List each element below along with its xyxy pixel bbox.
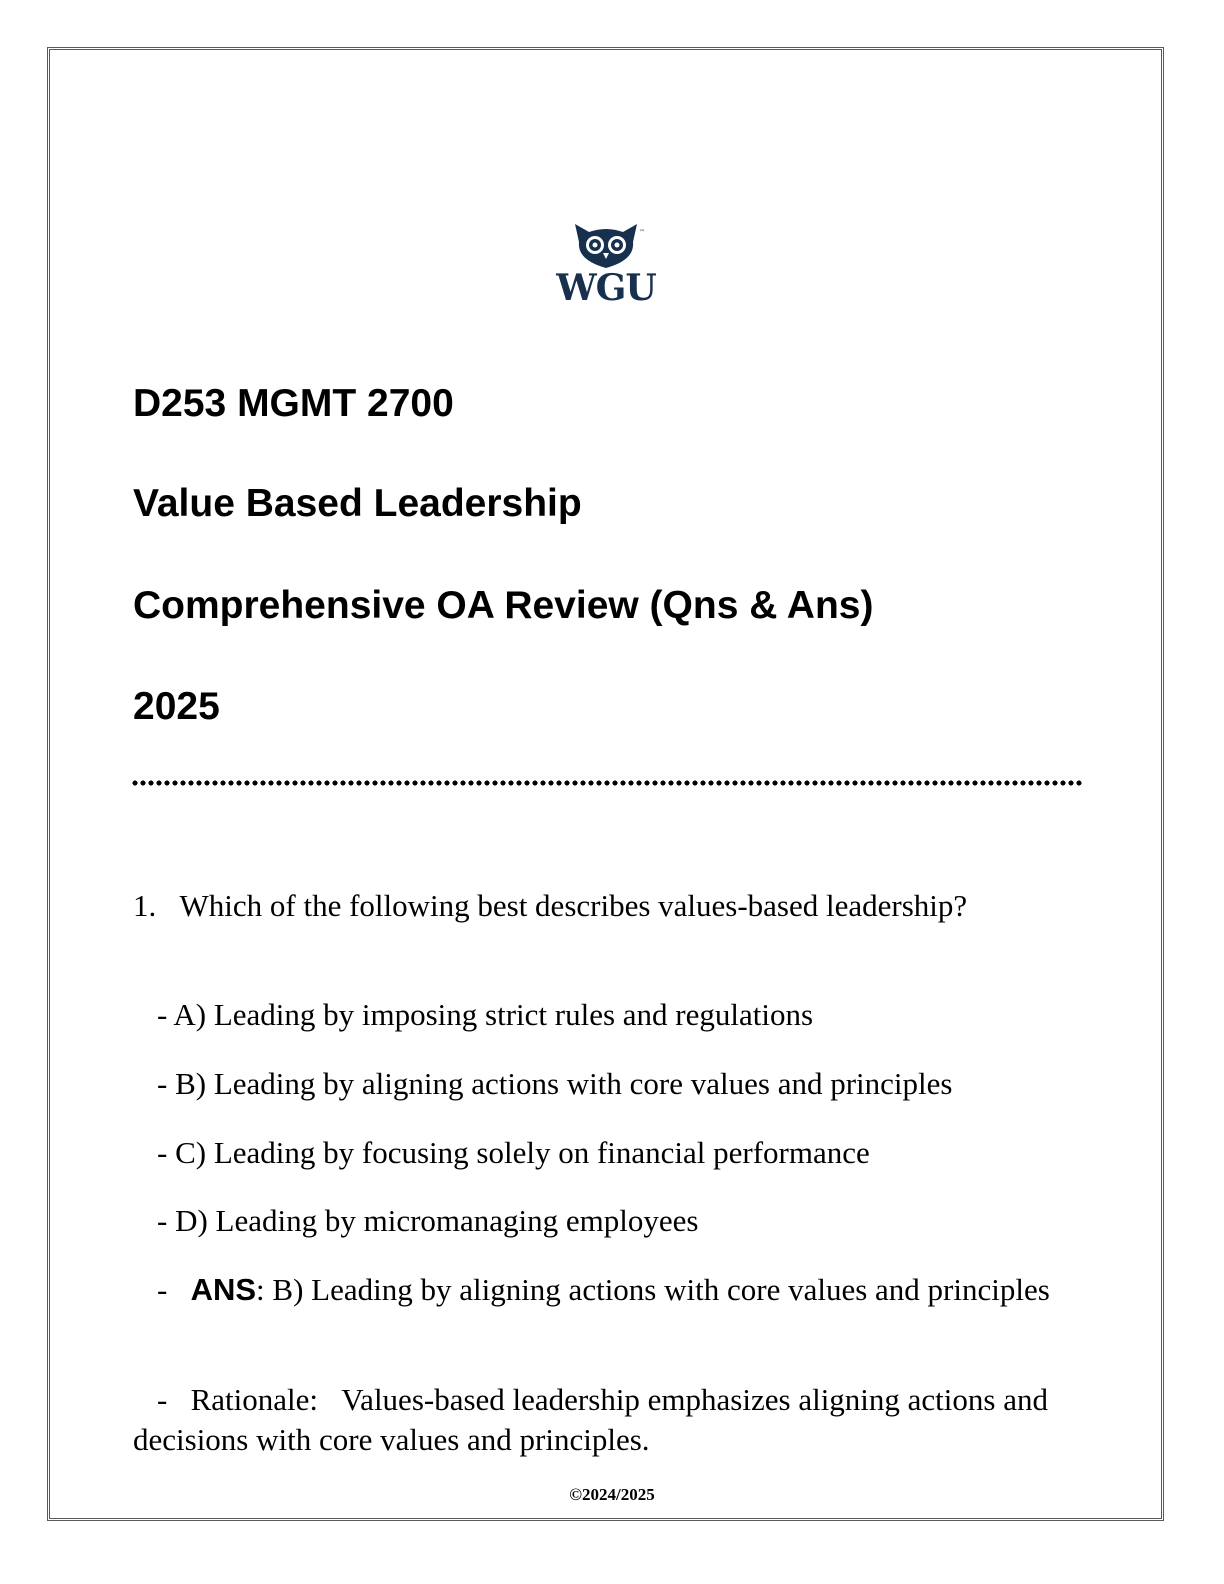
document-subtitle: Comprehensive OA Review (Qns & Ans) bbox=[133, 584, 874, 627]
answer-prefix: - bbox=[157, 1272, 168, 1307]
course-title: Value Based Leadership bbox=[133, 482, 582, 525]
dotted-divider bbox=[131, 780, 1084, 786]
owl-icon bbox=[553, 220, 659, 270]
answer-text: : B) Leading by aligning actions with core values and principles bbox=[256, 1272, 1050, 1307]
question-text bbox=[133, 886, 1073, 926]
rationale-label: Rationale: bbox=[190, 1382, 318, 1417]
rationale-line bbox=[133, 1380, 1073, 1460]
question-number: 1. bbox=[133, 888, 157, 923]
rationale-text: Values-based leadership emphasizes aligning actions and decisions with core values and principles. bbox=[133, 1382, 1048, 1457]
document-year: 2025 bbox=[133, 685, 220, 728]
option-d: - D) Leading by micromanaging employees bbox=[157, 1203, 699, 1238]
wgu-logo bbox=[553, 220, 663, 310]
question-prompt: Which of the following best describes values-based leadership? bbox=[179, 888, 968, 923]
answer-line bbox=[133, 1270, 1073, 1310]
svg-text:™: ™ bbox=[639, 229, 645, 236]
option-c: - C) Leading by focusing solely on financial performance bbox=[157, 1135, 870, 1170]
course-code: D253 MGMT 2700 bbox=[133, 382, 454, 425]
copyright-footer: ©2024/2025 bbox=[569, 1485, 655, 1504]
option-a: - A) Leading by imposing strict rules and regulations bbox=[157, 997, 814, 1032]
answer-label: ANS bbox=[190, 1272, 257, 1307]
logo-text: WGU bbox=[556, 267, 656, 309]
rationale-prefix: - bbox=[157, 1382, 168, 1417]
option-b: - B) Leading by aligning actions with core values and principles bbox=[157, 1066, 953, 1101]
